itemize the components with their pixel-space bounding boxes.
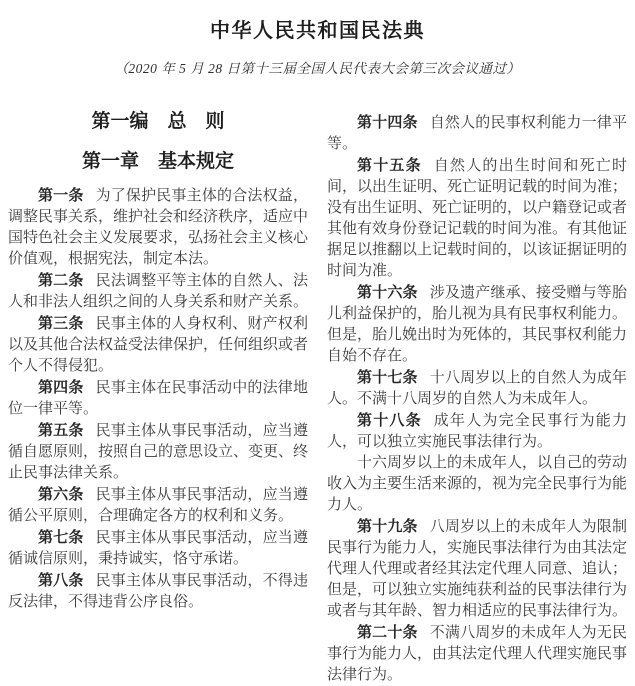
article-number: 第十五条 [357,157,422,174]
article-paragraph: 第二条 民法调整平等主体的自然人、法人和非法人组织之间的人身关系和财产关系。 [8,272,309,310]
article-number: 第十七条 [357,369,418,386]
document-title: 中华人民共和国民法典 [210,20,425,42]
article-number: 第二十条 [357,624,418,641]
part-heading: 第一编 总 则 [91,111,225,132]
article-paragraph: 第一条 为了保护民事主体的合法权益，调整民事关系，维护社会和经济秩序，适应中国特色社会主义发展要求，弘扬社会主义核心价值观，根据宪法，制定本法。 [8,187,309,267]
article-number: 第十八条 [357,412,422,429]
article-paragraph: 第八条 民事主体从事民事活动，不得违反法律，不得违背公序良俗。 [8,572,308,610]
article-number: 第八条 [38,572,84,589]
article-paragraph: 第十八条 成年人为完全民事行为能力人，可以独立实施民事法律行为。 [327,412,627,450]
article-paragraph: 第十六条 涉及遗产继承、接受赠与等胎儿利益保护的，胎儿视为具有民事权利能力。但是，胎儿娩出时为死体的，其民事权利能力自始不存在。 [327,284,628,364]
article-number: 第十六条 [357,284,418,301]
two-column-layout [8,99,627,686]
article-paragraph: 第十七条 十八周岁以上的自然人为成年人。不满十八周岁的自然人为未成年人。 [327,369,627,407]
article-paragraph: 第七条 民事主体从事民事活动，应当遵循诚信原则，秉持诚实，恪守承诺。 [8,529,308,567]
chapter-heading: 第一章 基本规定 [81,151,234,172]
right-column [327,99,627,686]
article-paragraph: 第五条 民事主体从事民事活动，应当遵循自愿原则，按照自己的意思设立、变更、终止民事法律关系。 [8,422,309,481]
article-number: 第三条 [38,315,84,332]
document-subtitle: （2020 年 5 月 28 日第十三届全国人民代表大会第三次会议通过） [114,61,521,76]
article-number: 第七条 [38,529,84,546]
article-paragraph: 第二十条 不满八周岁的未成年人为无民事行为能力人，由其法定代理人代理实施民事法律行为。 [327,624,628,683]
left-column [8,99,308,686]
article-paragraph: 第六条 民事主体从事民事活动，应当遵循公平原则，合理确定各方的权利和义务。 [8,486,308,524]
article-paragraph: 第十四条 自然人的民事权利能力一律平等。 [327,114,627,152]
left-column-articles [8,185,308,613]
document-page [0,20,635,683]
article-paragraph: 第十九条 八周岁以上的未成年人为限制民事行为能力人，实施民事法律行为由其法定代理人代理或者经其法定代理人同意、追认；但是，可以独立实施纯获利益的民事法律行为或者与其年龄、智力相适应的民事法律行为。 [327,518,628,619]
article-paragraph: 第十五条 自然人的出生时间和死亡时间，以出生证明、死亡证明记载的时间为准；没有出生证明、死亡证明的，以户籍登记或者其他有效身份登记记载的时间为准。有其他证据足以推翻以上记载时间的，以该证据证明的时间为准。 [327,157,628,279]
article-number: 第五条 [38,422,84,439]
article-number: 第四条 [38,379,84,396]
right-column-articles [327,112,627,686]
article-number: 第一条 [38,187,84,204]
article-paragraph: 十六周岁以上的未成年人，以自己的劳动收入为主要生活来源的，视为完全民事行为能力人。 [327,455,628,513]
article-paragraph: 第四条 民事主体在民事活动中的法律地位一律平等。 [8,379,308,417]
article-number: 第二条 [38,272,84,289]
article-number: 第十四条 [357,114,418,131]
article-number: 第六条 [38,486,84,503]
article-paragraph: 第三条 民事主体的人身权利、财产权利以及其他合法权益受法律保护，任何组织或者个人不得侵犯。 [8,315,309,374]
article-number: 第十九条 [357,518,418,535]
